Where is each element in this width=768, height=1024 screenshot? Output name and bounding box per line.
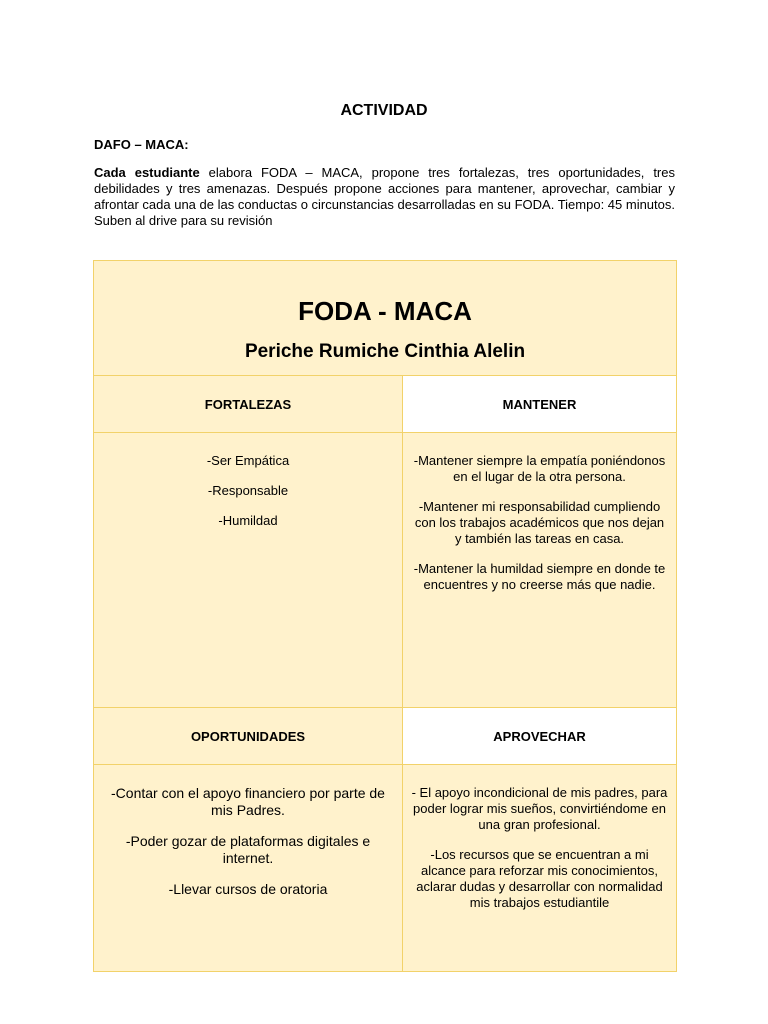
page-title: ACTIVIDAD xyxy=(340,102,428,119)
list-item: -Humildad xyxy=(218,513,278,528)
list-item: -Poder gozar de plataformas digitales e internet. xyxy=(125,833,371,866)
aprovechar-list xyxy=(403,765,677,972)
oportunidades-header: OPORTUNIDADES xyxy=(94,708,403,765)
list-item: -Llevar cursos de oratoria xyxy=(168,881,328,897)
instructions-paragraph xyxy=(94,165,675,229)
list-item: -Responsable xyxy=(207,483,289,498)
list-item: -Mantener mi responsabilidad cumpliendo con los trabajos académicos que nos dejan y también las tareas en casa. xyxy=(414,499,665,546)
foda-table xyxy=(93,260,677,972)
mantener-list xyxy=(403,433,677,708)
aprovechar-header: APROVECHAR xyxy=(403,708,677,765)
foda-header-cell xyxy=(94,261,677,376)
mantener-header: MANTENER xyxy=(403,376,677,433)
foda-title: FODA - MACA xyxy=(298,295,472,326)
student-name: Periche Rumiche Cinthia Alelin xyxy=(244,340,526,362)
list-item: -Ser Empática xyxy=(206,453,290,468)
list-item: -Los recursos que se encuentran a mi alcance para reforzar mis conocimientos, aclarar dudas y desarrollar con normalidad mis trabajos estudiantile xyxy=(416,847,663,910)
list-item: -Mantener la humildad siempre en donde te encuentres y no creerse más que nadie. xyxy=(413,561,666,592)
section-subtitle: DAFO – MACA: xyxy=(94,137,189,152)
fortalezas-header: FORTALEZAS xyxy=(94,376,403,433)
instructions-bold-lead: Cada estudiante xyxy=(94,165,200,180)
list-item: - El apoyo incondicional de mis padres, para poder lograr mis sueños, convirtiéndome en una gran profesional. xyxy=(411,785,668,832)
fortalezas-list xyxy=(94,433,403,708)
instructions-text: elabora FODA – MACA, propone tres fortalezas, tres oportunidades, tres debilidades y tres amenazas. Después propone acciones para mantener, aprovechar, cambiar y afrontar cada una de las conductas o circunstancias desarrolladas en su FODA. Tiempo: 45 minutos. Suben al drive para su revisión xyxy=(94,165,675,228)
list-item: -Contar con el apoyo financiero por parte de mis Padres. xyxy=(111,785,385,818)
oportunidades-list xyxy=(94,765,403,972)
list-item: -Mantener siempre la empatía poniéndonos en el lugar de la otra persona. xyxy=(413,453,666,484)
